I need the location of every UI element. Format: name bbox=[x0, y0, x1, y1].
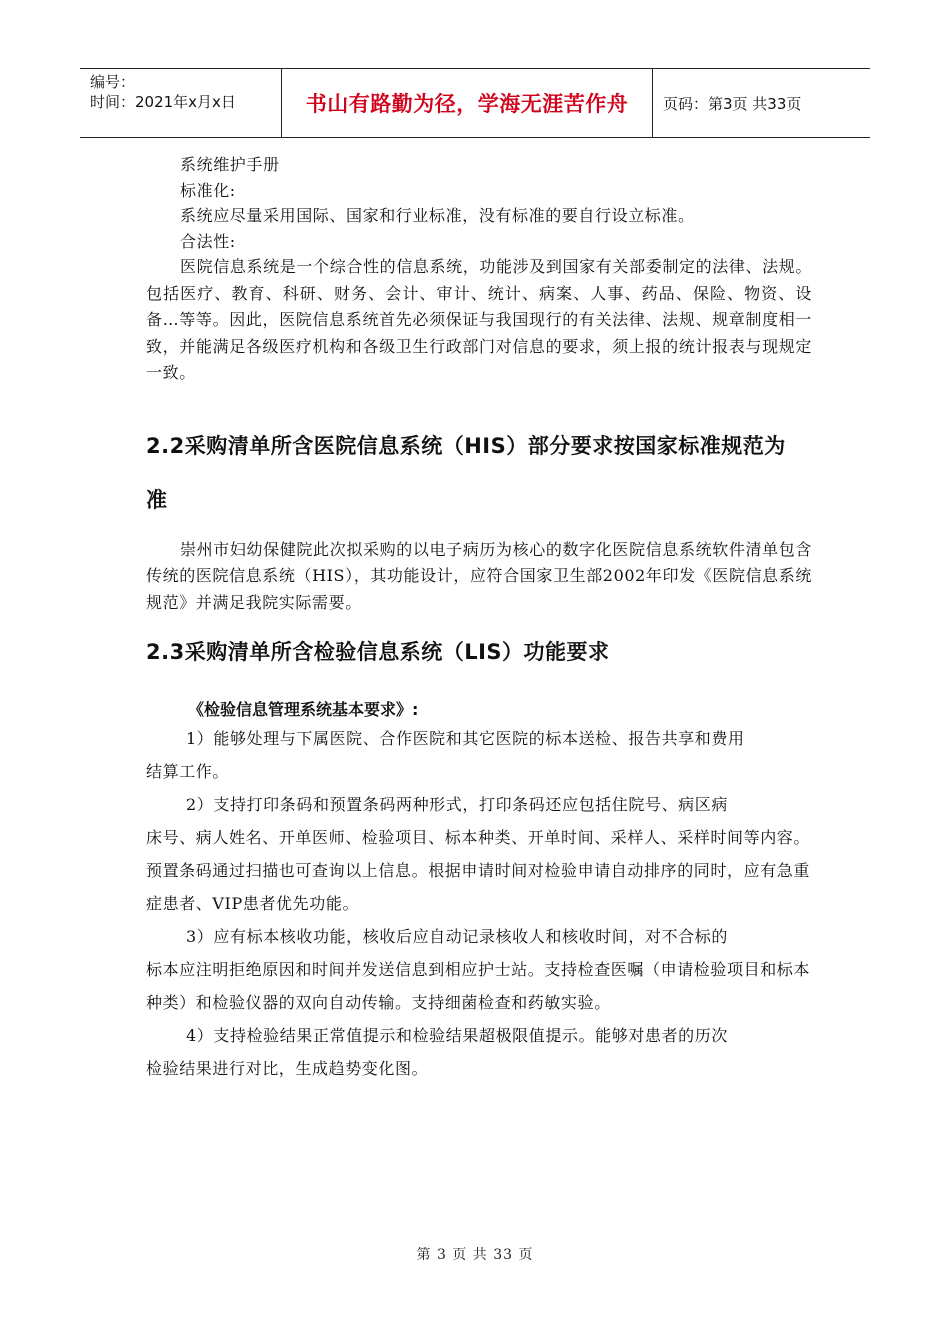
lis-item-1-head: 1）能够处理与下属医院、合作医院和其它医院的标本送检、报告共享和费用 bbox=[186, 729, 745, 748]
legality-label: 合法性: bbox=[180, 231, 236, 251]
section-2-2-title bbox=[146, 419, 812, 527]
standardization-label: 标准化: bbox=[180, 180, 236, 200]
lis-item-3-body: 标本应注明拒绝原因和时间并发送信息到相应护士站。支持检查医嘱（申请检验项目和标本种类）和检验仪器的双向自动传输。支持细菌检查和药敏实验。 bbox=[146, 960, 811, 1012]
header-page-info: 页码：第3页 共33页 bbox=[663, 94, 802, 113]
document-number-label: 编号： bbox=[90, 73, 136, 91]
section-2-2-paragraph: 崇州市妇幼保健院此次拟采购的以电子病历为核心的数字化医院信息系统软件清单包含传统的医院信息系统（HIS），其功能设计，应符合国家卫生部2002年印发《医院信息系统规范》并满足我院实际需要。 bbox=[146, 539, 812, 612]
lis-item-4 bbox=[146, 1019, 812, 1085]
lis-item-4-body: 检验结果进行对比，生成趋势变化图。 bbox=[146, 1059, 429, 1078]
intro-line: 系统维护手册 bbox=[180, 155, 280, 174]
lis-item-4-head: 4）支持检验结果正常值提示和检验结果超极限值提示。能够对患者的历次 bbox=[186, 1026, 728, 1045]
lis-item-2-body: 床号、病人姓名、开单医师、检验项目、标本种类、开单时间、采样人、采样时间等内容。预置条码通过扫描也可查询以上信息。根据申请时间对检验申请自动排序的同时，应有急重症患者、VIP患者优先功能。 bbox=[146, 828, 811, 913]
lis-requirements-subtitle: 《检验信息管理系统基本要求》: bbox=[188, 700, 419, 719]
page-footer: 第 3 页 共 33 页 bbox=[416, 1247, 534, 1263]
legality-paragraph: 医院信息系统是一个综合性的信息系统，功能涉及到国家有关部委制定的法律、法规。包括医疗、教育、科研、财务、会计、审计、统计、病案、人事、药品、保险、物资、设备…等等。因此，医院信息系统首先必须保证与我国现行的有关法律、法规、规章制度相一致，并能满足各级医疗机构和各级卫生行政部门对信息的要求，须上报的统计报表与现规定一致。 bbox=[146, 257, 812, 382]
lis-item-2-head: 2）支持打印条码和预置条码两种形式，打印条码还应包括住院号、病区病 bbox=[186, 795, 728, 814]
lis-item-1-body: 结算工作。 bbox=[146, 762, 230, 781]
document-date: 时间：2021年x月x日 bbox=[90, 93, 236, 111]
section-2-2-title-line1: 2.2采购清单所含医院信息系统（HIS）部分要求按国家标准规范为 bbox=[146, 433, 786, 458]
section-2-3-title: 2.3采购清单所含检验信息系统（LIS）功能要求 bbox=[146, 640, 610, 664]
header-meta bbox=[80, 69, 282, 137]
lis-item-3 bbox=[146, 920, 812, 1019]
section-2-2-title-line2: 准 bbox=[146, 487, 168, 512]
lis-item-2 bbox=[146, 788, 812, 920]
lis-item-1 bbox=[146, 722, 812, 788]
header-motto: 书山有路勤为径，学海无涯苦作舟 bbox=[282, 69, 653, 137]
document-body bbox=[146, 152, 812, 1085]
lis-item-3-head: 3）应有标本核收功能，核收后应自动记录核收人和核收时间，对不合标的 bbox=[186, 927, 728, 946]
page-header bbox=[80, 68, 870, 138]
standardization-text: 系统应尽量采用国际、国家和行业标准，没有标准的要自行设立标准。 bbox=[180, 206, 695, 225]
